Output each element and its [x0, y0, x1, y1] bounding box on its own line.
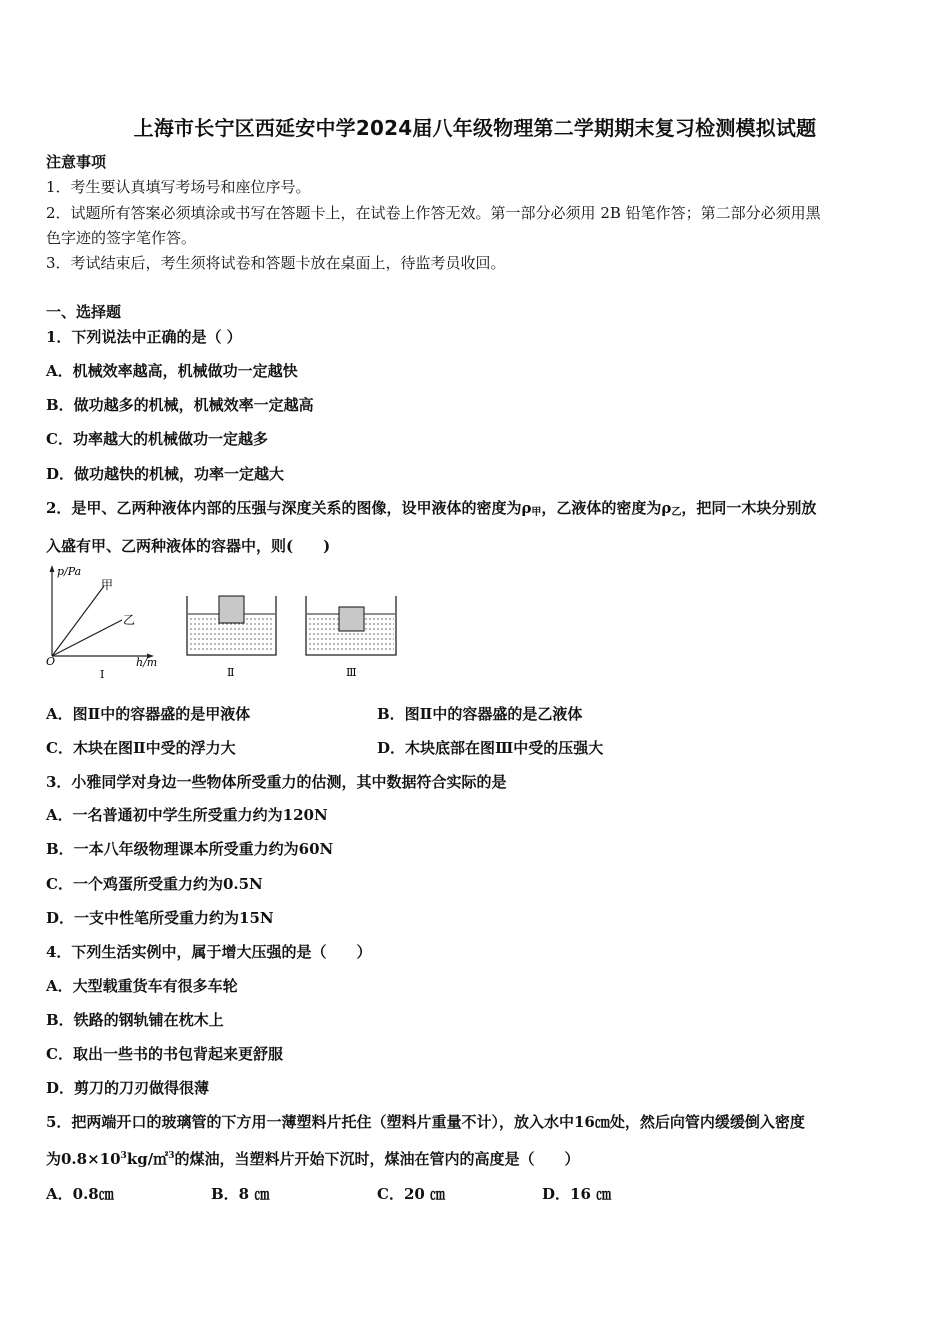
label-jia: 甲 — [101, 578, 114, 592]
q4-option-b: B．铁路的钢轨铺在枕木上 — [46, 1011, 224, 1029]
q2-stem-part: 2．是甲、乙两种液体内部的压强与深度关系的图像，设甲液体的密度为ρ — [46, 499, 532, 517]
exponent: 3 — [120, 1151, 127, 1161]
pressure-depth-graph — [46, 565, 157, 681]
figure-label-iii: Ⅲ — [346, 666, 357, 679]
q1-stem: 1．下列说法中正确的是（ ） — [46, 328, 242, 346]
q3-option-d: D．一支中性笔所受重力约为15N — [46, 909, 274, 927]
rho-jia-subscript: 甲 — [531, 507, 542, 518]
line-jia — [52, 586, 104, 656]
q2-option-d: D．木块底部在图Ⅲ中受的压强大 — [377, 739, 604, 757]
wood-block — [219, 596, 244, 623]
q2-stem-line2: 入盛有甲、乙两种液体的容器中，则( ) — [46, 537, 331, 555]
q5-stem-part: 的煤油，当塑料片开始下沉时，煤油在管内的高度是（ ） — [174, 1150, 580, 1168]
container-ii — [187, 596, 276, 679]
q2-figure — [40, 562, 420, 682]
q1-option-d: D．做功越快的机械，功率一定越大 — [46, 465, 285, 483]
figure-label-ii: Ⅱ — [227, 666, 235, 679]
q5-stem-line2 — [46, 1148, 579, 1169]
figure-label-i: Ⅰ — [100, 668, 105, 681]
y-axis-label: p/Pa — [57, 565, 82, 578]
q4-stem: 4．下列生活实例中，属于增大压强的是（ ） — [46, 943, 372, 961]
notice-item: 色字迹的签字笔作答。 — [46, 229, 197, 247]
q5-stem-part: kg/㎡ — [126, 1150, 169, 1168]
q2-option-a: A．图Ⅱ中的容器盛的是甲液体 — [46, 705, 251, 723]
q2-option-b: B．图Ⅱ中的容器盛的是乙液体 — [377, 705, 583, 723]
notice-item: 2．试题所有答案必须填涂或书写在答题卡上，在试卷上作答无效。第一部分必须用 2B 铅笔作答；第二部分必须用黑 — [46, 204, 821, 222]
q5-option-c: C．20 ㎝ — [377, 1185, 446, 1203]
line-yi — [52, 620, 122, 656]
q5-option-d: D．16 ㎝ — [542, 1185, 612, 1203]
q2-stem-line1 — [46, 497, 816, 518]
container-iii — [306, 596, 396, 679]
q4-option-a: A．大型载重货车有很多车轮 — [46, 977, 238, 995]
origin-label: O — [46, 655, 56, 668]
q2-stem-part: ，把同一木块分别放 — [681, 499, 817, 517]
section-heading: 一、选择题 — [46, 303, 122, 321]
q1-option-a: A．机械效率越高，机械做功一定越快 — [46, 362, 298, 380]
q5-option-b: B．8 ㎝ — [211, 1185, 270, 1203]
exponent: 3 — [168, 1151, 175, 1161]
notice-item: 3．考试结束后，考生须将试卷和答题卡放在桌面上，待监考员收回。 — [46, 254, 506, 272]
q3-option-a: A．一名普通初中学生所受重力约为120N — [46, 806, 328, 824]
q2-option-c: C．木块在图Ⅱ中受的浮力大 — [46, 739, 236, 757]
exam-title: 上海市长宁区西延安中学2024届八年级物理第二学期期末复习检测模拟试题 — [133, 116, 817, 140]
rho-yi-subscript: 乙 — [671, 507, 682, 518]
q5-option-a: A．0.8㎝ — [46, 1185, 114, 1203]
q3-option-c: C．一个鸡蛋所受重力约为0.5N — [46, 875, 263, 893]
q3-option-b: B．一本八年级物理课本所受重力约为60N — [46, 840, 334, 858]
wood-block — [339, 607, 364, 631]
q1-option-b: B．做功越多的机械，机械效率一定越高 — [46, 396, 314, 414]
q1-option-c: C．功率越大的机械做功一定越多 — [46, 430, 268, 448]
q4-option-c: C．取出一些书的书包背起来更舒服 — [46, 1045, 283, 1063]
label-yi: 乙 — [123, 613, 136, 627]
x-axis-label: h/m — [136, 656, 158, 669]
q2-stem-part: ，乙液体的密度为ρ — [541, 499, 672, 517]
q3-stem: 3．小雅同学对身边一些物体所受重力的估测，其中数据符合实际的是 — [46, 773, 507, 791]
notice-heading: 注意事项 — [46, 153, 107, 171]
q5-stem-line1: 5．把两端开口的玻璃管的下方用一薄塑料片托住（塑料片重量不计），放入水中16㎝处，然后向管内缓缓倒入密度 — [46, 1113, 805, 1131]
q4-option-d: D．剪刀的刀刃做得很薄 — [46, 1079, 210, 1097]
notice-item: 1．考生要认真填写考场号和座位序号。 — [46, 178, 311, 196]
q5-stem-part: 为0.8×10 — [46, 1150, 121, 1168]
